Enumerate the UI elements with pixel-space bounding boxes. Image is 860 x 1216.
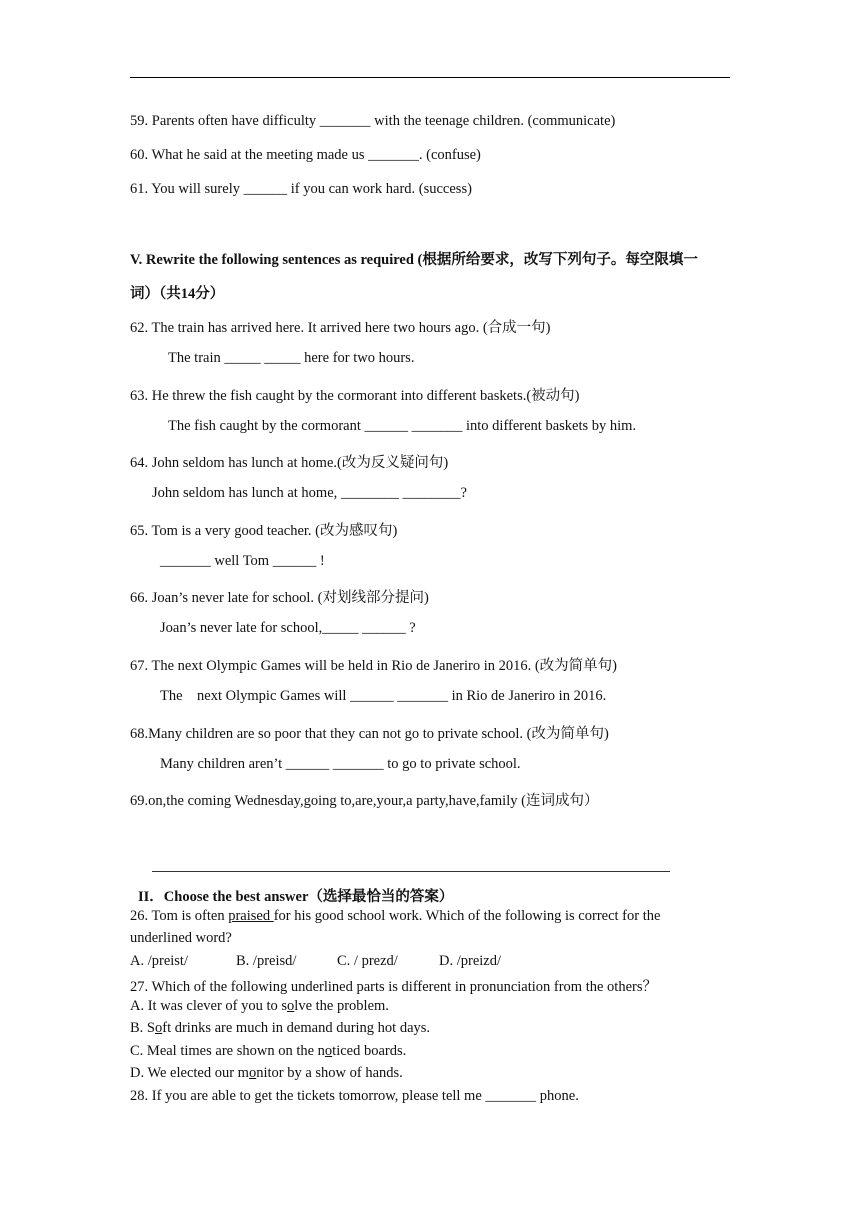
question-63: 63. He threw the fish caught by the cormorant into different baskets.(被动句) <box>130 388 580 404</box>
question-27-option-c <box>130 1043 406 1060</box>
question-28: 28. If you are able to get the tickets tomorrow, please tell me _______ phone. <box>130 1088 579 1104</box>
question-26-stem-a: 26. Tom is often <box>130 908 229 924</box>
question-27-option-d <box>130 1065 403 1082</box>
question-26-option-c: C. / prezd/ <box>337 953 398 969</box>
answer-62: The train _____ _____ here for two hours. <box>168 350 415 366</box>
question-67: 67. The next Olympic Games will be held in Rio de Janeriro in 2016. (改为简单句) <box>130 658 618 674</box>
option-text: A. It was clever of you to s <box>130 998 288 1014</box>
answer-line-69 <box>152 871 670 872</box>
question-27-option-b <box>130 1020 430 1037</box>
answer-68: Many children aren’t ______ _______ to go to private school. <box>160 756 521 772</box>
question-61: 61. You will surely ______ if you can work hard. (success) <box>130 181 472 197</box>
header-rule <box>130 77 730 78</box>
option-text: nitor by a show of hands. <box>256 1065 403 1081</box>
option-text: lve the problem. <box>294 998 389 1014</box>
question-26-option-a: A. /preist/ <box>130 953 188 969</box>
question-26-option-d: D. /preizd/ <box>439 953 502 969</box>
question-59: 59. Parents often have difficulty _______ with the teenage children. (communicate) <box>130 113 616 129</box>
section-ii-heading: II．Choose the best answer（选择最恰当的答案） <box>138 889 454 905</box>
section-v-heading-line1: V. Rewrite the following sentences as required (根据所给要求，改写下列句子。每空限填一 <box>130 252 698 268</box>
question-26-line2: underlined word? <box>130 930 232 946</box>
question-26-underlined-word: praised <box>228 908 274 924</box>
answer-64: John seldom has lunch at home, ________ ________? <box>152 485 467 501</box>
option-text: ft drinks are much in demand during hot days. <box>162 1020 431 1036</box>
section-v-heading-line2: 词）（共14分） <box>130 286 225 302</box>
option-text: C. Meal times are shown on the n <box>130 1043 325 1059</box>
underlined-letter: o <box>324 1043 333 1059</box>
option-text: B. S <box>130 1020 155 1036</box>
underlined-letter: o <box>248 1065 257 1081</box>
question-26-stem-b: for his good school work. Which of the following is correct for the <box>273 908 661 924</box>
question-26-option-b: B. /preisd/ <box>236 953 297 969</box>
question-68: 68.Many children are so poor that they can not go to private school. (改为简单句) <box>130 726 609 742</box>
option-text: ticed boards. <box>332 1043 407 1059</box>
option-text: D. We elected our m <box>130 1065 249 1081</box>
question-69: 69.on,the coming Wednesday,going to,are,your,a party,have,family (连词成句） <box>130 793 599 809</box>
question-27: 27. Which of the following underlined parts is different in pronunciation from the others？ <box>130 979 657 995</box>
answer-65: _______ well Tom ______ ! <box>160 553 325 569</box>
answer-63: The fish caught by the cormorant ______ _______ into different baskets by him. <box>168 418 637 434</box>
question-65: 65. Tom is a very good teacher. (改为感叹句) <box>130 523 398 539</box>
question-64: 64. John seldom has lunch at home.(改为反义疑问句) <box>130 455 449 471</box>
question-66: 66. Joan’s never late for school. (对划线部分提问) <box>130 590 429 606</box>
question-62: 62. The train has arrived here. It arrived here two hours ago. (合成一句) <box>130 320 551 336</box>
answer-66: Joan’s never late for school,_____ ______ ? <box>160 620 416 636</box>
answer-67: The next Olympic Games will ______ _______ in Rio de Janeriro in 2016. <box>160 688 607 704</box>
underlined-letter: o <box>155 1020 163 1036</box>
question-26-line1 <box>130 908 660 925</box>
question-60: 60. What he said at the meeting made us _______. (confuse) <box>130 147 481 163</box>
underlined-letter: o <box>287 998 295 1014</box>
question-27-option-a <box>130 998 389 1015</box>
